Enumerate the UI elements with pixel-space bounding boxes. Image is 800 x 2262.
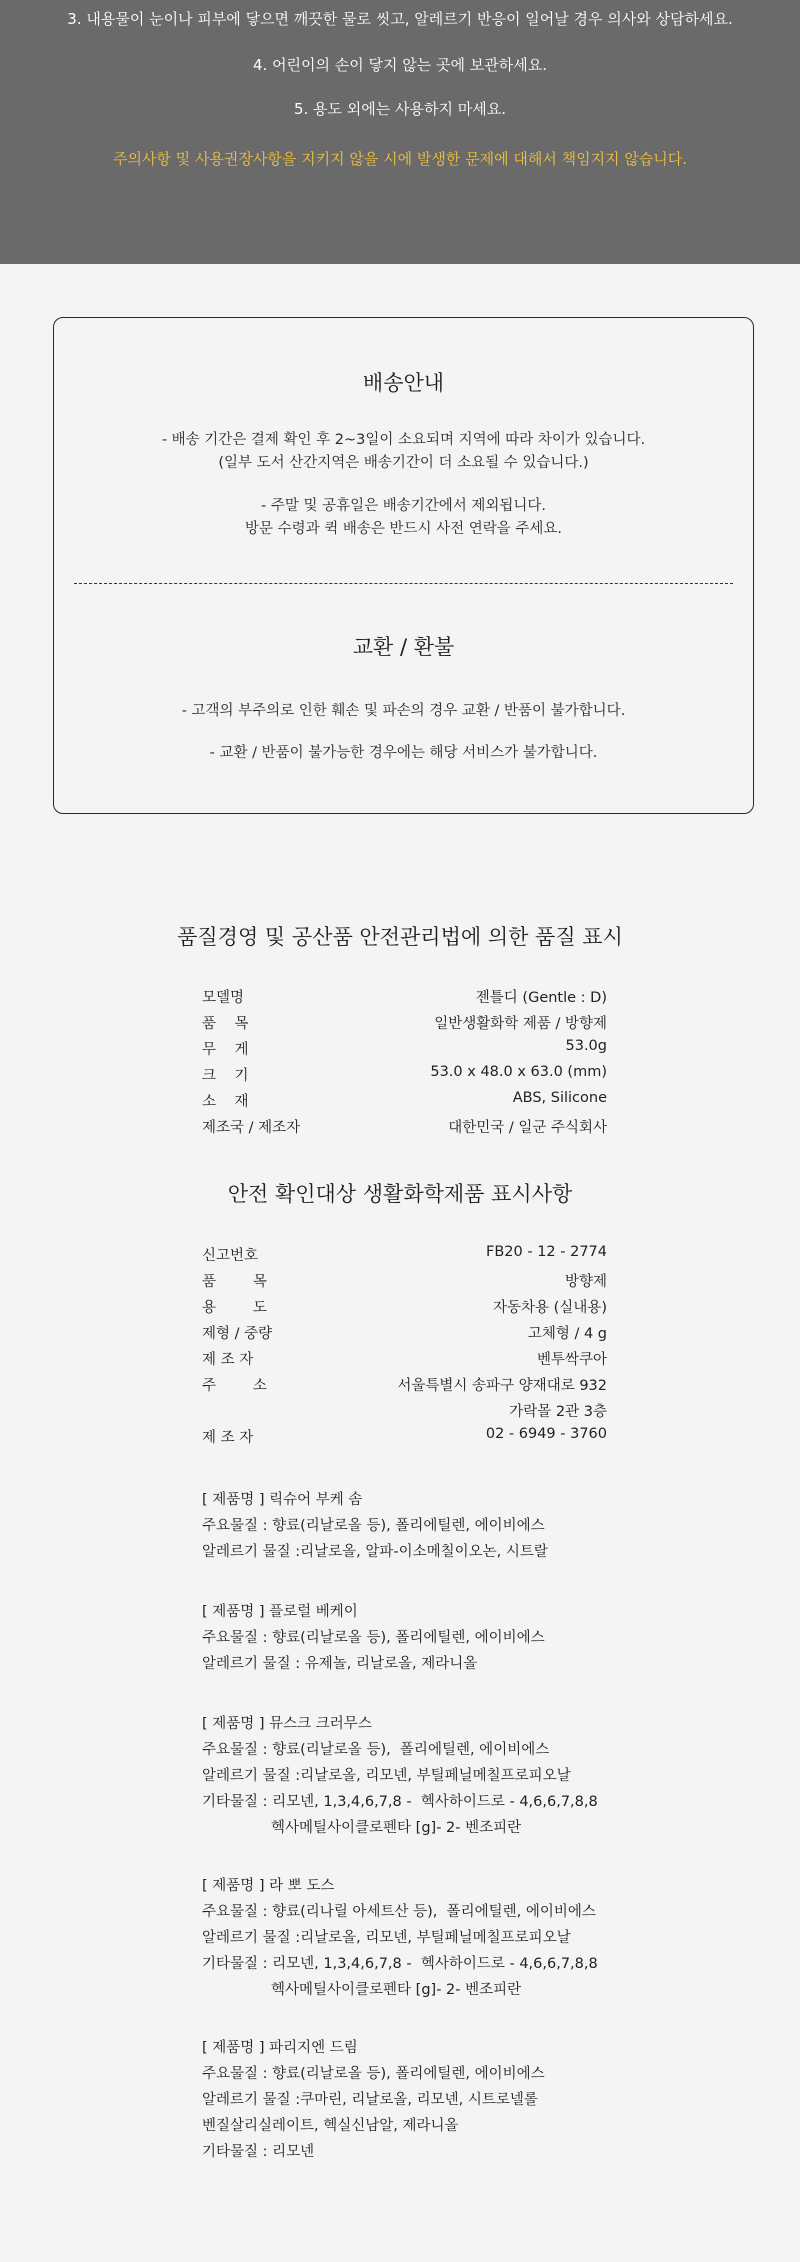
quality-value: 젠틀디 (Gentle : D) (475, 990, 607, 1006)
safety-value: 방향제 (564, 1274, 607, 1290)
product-name: [ 제품명 ] 파리지엔 드림 (202, 2040, 358, 2056)
shipping-line-2: (일부 도서 산간지역은 배송기간이 더 소요될 수 있습니다.) (218, 455, 589, 471)
product-detail: 기타물질 : 리모넨, 1,3,4,6,7,8 - 헥사하이드로 - 4,6,6,7,8,8 (202, 1794, 598, 1810)
product-detail: 주요물질 : 향료(리날로올 등), 폴리에틸렌, 에이비에스 (202, 2066, 545, 2082)
safety-row (202, 1296, 607, 1317)
product-detail: 주요물질 : 향료(리나릴 아세트산 등), 폴리에틸렌, 에이비에스 (202, 1904, 596, 1920)
quality-value: ABS, Silicone (512, 1090, 607, 1106)
caution-notice-section (0, 0, 800, 264)
product-detail: 알레르기 물질 : 유제놀, 리날로올, 제라니올 (202, 1656, 478, 1672)
product-name: [ 제품명 ] 뮤스크 크러무스 (202, 1716, 372, 1732)
quality-row (202, 1012, 607, 1033)
quality-value: 일반생활화학 제품 / 방향제 (434, 1016, 607, 1032)
product-detail: 알레르기 물질 :리날로올, 리모넨, 부틸페닐메칠프로피오날 (202, 1768, 571, 1784)
shipping-line-1: - 배송 기간은 결제 확인 후 2~3일이 소요되며 지역에 따라 차이가 있습니다. (161, 432, 646, 448)
shipping-line-4: 방문 수령과 퀵 배송은 반드시 사전 연락을 주세요. (244, 521, 562, 537)
product-detail: 알레르기 물질 :리날로올, 리모넨, 부틸페닐메칠프로피오날 (202, 1930, 571, 1946)
caution-line-4: 4. 어린이의 손이 닿지 않는 곳에 보관하세요. (252, 56, 548, 74)
caution-line-3: 3. 내용물이 눈이나 피부에 닿으면 깨끗한 물로 씻고, 알레르기 반응이 일어날 경우 의사와 상담하세요. (67, 10, 733, 28)
safety-key: 제 조 자 (202, 1430, 254, 1446)
quality-value: 53.0g (565, 1038, 607, 1054)
quality-key: 제조국 / 제조자 (202, 1120, 301, 1136)
product-detail: 벤질살리실레이트, 헥실신남알, 제라니올 (202, 2118, 459, 2134)
exchange-line-2: - 교환 / 반품이 불가능한 경우에는 해당 서비스가 불가합니다. (209, 745, 598, 761)
safety-key: 주 소 (202, 1378, 267, 1394)
quality-value: 53.0 x 48.0 x 63.0 (mm) (430, 1064, 607, 1080)
product-name: [ 제품명 ] 라 뽀 도스 (202, 1878, 335, 1894)
quality-row (202, 1038, 607, 1059)
product-detail: 주요물질 : 향료(리날로올 등), 폴리에틸렌, 에이비에스 (202, 1518, 545, 1534)
product-detail: 알레르기 물질 :쿠마린, 리날로올, 리모넨, 시트로넬롤 (202, 2092, 538, 2108)
product-name: [ 제품명 ] 릭슈어 부케 솜 (202, 1492, 363, 1508)
product-detail: 주요물질 : 향료(리날로올 등), 폴리에틸렌, 에이비에스 (202, 1630, 545, 1646)
caution-warning: 주의사항 및 사용권장사항을 지키지 않을 시에 발생한 문제에 대해서 책임지지 않습니다. (112, 150, 688, 168)
exchange-line-1: - 고객의 부주의로 인한 훼손 및 파손의 경우 교환 / 반품이 불가합니다. (181, 703, 626, 719)
product-detail-indent: 헥사메틸사이클로펜타 [g]- 2- 벤조피란 (271, 1982, 522, 1998)
quality-key: 모델명 (202, 990, 245, 1006)
quality-title: 품질경영 및 공산품 안전관리법에 의한 품질 표시 (177, 925, 623, 949)
quality-key: 소 재 (202, 1094, 249, 1110)
safety-row (202, 1244, 607, 1265)
product-detail: 주요물질 : 향료(리날로올 등), 폴리에틸렌, 에이비에스 (202, 1742, 550, 1758)
shipping-title: 배송안내 (362, 371, 445, 395)
dashed-divider (74, 583, 733, 584)
safety-value: 가락몰 2관 3층 (509, 1404, 607, 1420)
product-detail: 기타물질 : 리모넨, 1,3,4,6,7,8 - 헥사하이드로 - 4,6,6,7,8,8 (202, 1956, 598, 1972)
safety-key: 제 조 자 (202, 1352, 254, 1368)
safety-key: 품 목 (202, 1274, 267, 1290)
caution-line-5: 5. 용도 외에는 사용하지 마세요. (293, 100, 507, 118)
safety-row (202, 1322, 607, 1343)
safety-title: 안전 확인대상 생활화학제품 표시사항 (227, 1182, 573, 1206)
safety-row (202, 1426, 607, 1447)
safety-value: 고체형 / 4 g (527, 1326, 607, 1342)
safety-key: 용 도 (202, 1300, 267, 1316)
quality-key: 크 기 (202, 1068, 249, 1084)
safety-value: 자동차용 (실내용) (493, 1300, 607, 1316)
safety-row (202, 1400, 607, 1421)
quality-key: 무 게 (202, 1042, 249, 1058)
product-detail: 알레르기 물질 :리날로올, 알파-이소메칠이오논, 시트랄 (202, 1544, 548, 1560)
safety-key: 제형 / 중량 (202, 1326, 273, 1342)
safety-value: 02 - 6949 - 3760 (485, 1426, 607, 1442)
quality-key: 품 목 (202, 1016, 249, 1032)
quality-value: 대한민국 / 일군 주식회사 (448, 1120, 607, 1136)
quality-row (202, 1090, 607, 1111)
safety-key: 신고번호 (202, 1248, 259, 1264)
product-name: [ 제품명 ] 플로럴 베케이 (202, 1604, 358, 1620)
safety-value: 벤투싹쿠아 (536, 1352, 607, 1368)
product-detail: 기타물질 : 리모넨 (202, 2144, 315, 2160)
shipping-line-3: - 주말 및 공휴일은 배송기간에서 제외됩니다. (260, 498, 546, 514)
quality-row (202, 986, 607, 1007)
shipping-exchange-box (53, 317, 754, 814)
safety-row (202, 1348, 607, 1369)
safety-row (202, 1270, 607, 1291)
quality-row (202, 1116, 607, 1137)
safety-value: 서울특별시 송파구 양재대로 932 (397, 1378, 607, 1394)
safety-value: FB20 - 12 - 2774 (486, 1244, 607, 1260)
exchange-title: 교환 / 환불 (352, 635, 455, 659)
quality-row (202, 1064, 607, 1085)
product-detail-indent: 헥사메틸사이클로펜타 [g]- 2- 벤조피란 (271, 1820, 522, 1836)
safety-row (202, 1374, 607, 1395)
